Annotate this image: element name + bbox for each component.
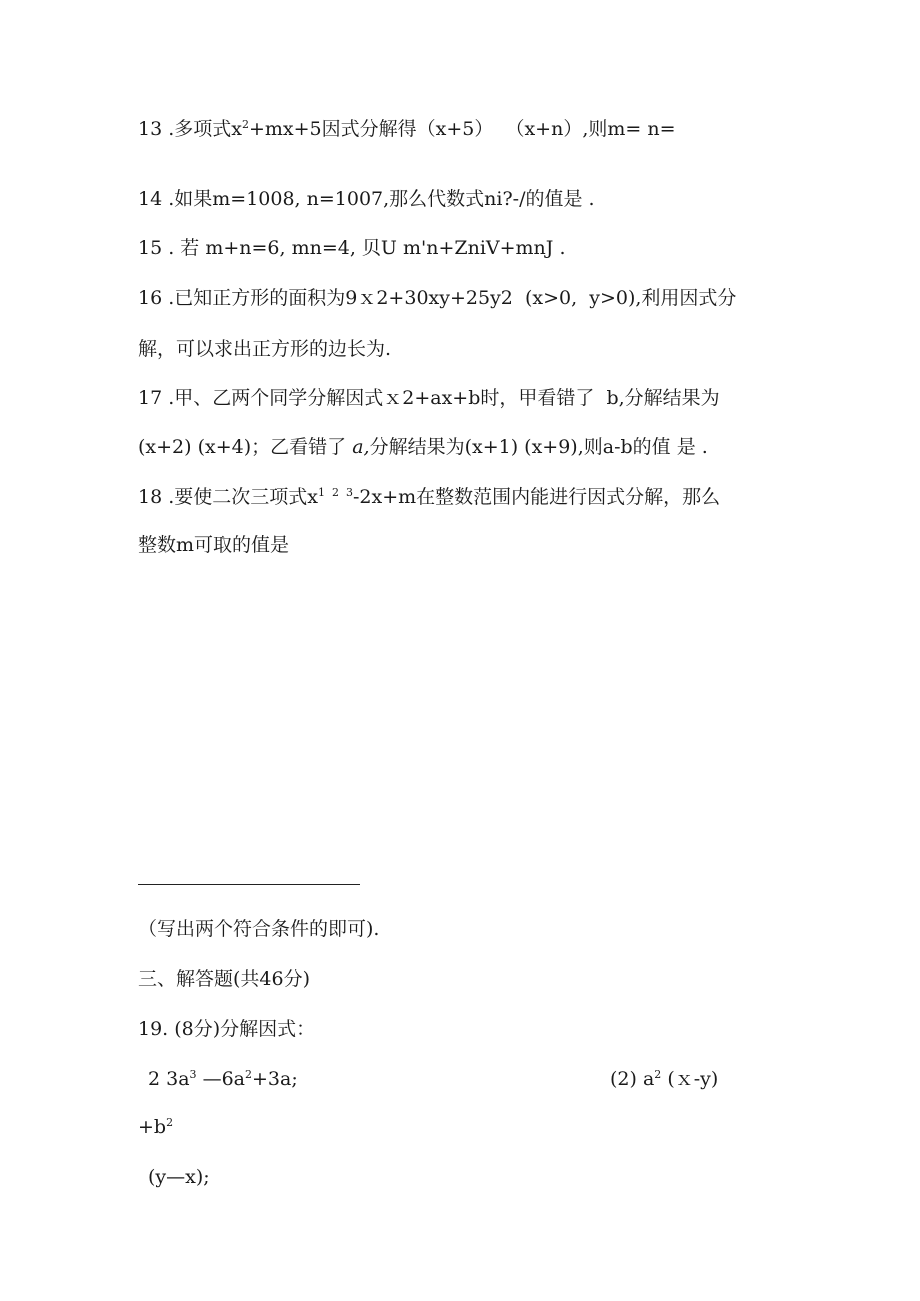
- question-17-line-1: 17 .甲、乙两个同学分解因式ｘ2+ax+b时，甲看错了 b,分解结果为: [138, 387, 720, 409]
- question-19-title: 19. (8分)分解因式：: [138, 1018, 316, 1040]
- question-16-line-2: 解，可以求出正方形的边长为.: [138, 338, 392, 360]
- question-19-part-2-continued: $+b^2$: [138, 1116, 174, 1138]
- question-18-line-1: 18 .要使二次三项式$x^{1 2 3}-2x+m$在整数范围内能进行因式分解，那么: [138, 486, 721, 508]
- question-13: 13 .多项式$x^2+mx+5$因式分解得（x+5） （x+n）,则m= n=: [138, 118, 676, 140]
- question-14: 14 .如果m=1008, n=1007,那么代数式ni?-/的值是 .: [138, 188, 595, 210]
- question-17-line-2: (x+2) (x+4)；乙看错了 a,分解结果为(x+1) (x+9),则a-b的值 是 .: [138, 436, 708, 458]
- question-16-line-1: 16 .已知正方形的面积为9ｘ2+30xy+25y2 (x>0, y>0),利用因式分: [138, 287, 737, 309]
- question-19-part-1: 2 $3a^3$ $—6a^2+3a$;: [148, 1068, 298, 1090]
- question-19-part-2-end: (y—x);: [148, 1166, 210, 1188]
- section-heading: 三、解答题(共46分): [138, 968, 311, 990]
- question-18-line-2: 整数m可取的值是: [138, 534, 290, 556]
- answer-note: （写出两个符合条件的即可).: [138, 918, 380, 940]
- question-19-part-2: (2) $a^2$ (ｘ-y): [610, 1068, 719, 1090]
- question-15: 15 . 若 m+n=6, mn=4, 贝U m'n+ZniV+mnJ .: [138, 237, 566, 259]
- answer-blank-line: [138, 884, 360, 885]
